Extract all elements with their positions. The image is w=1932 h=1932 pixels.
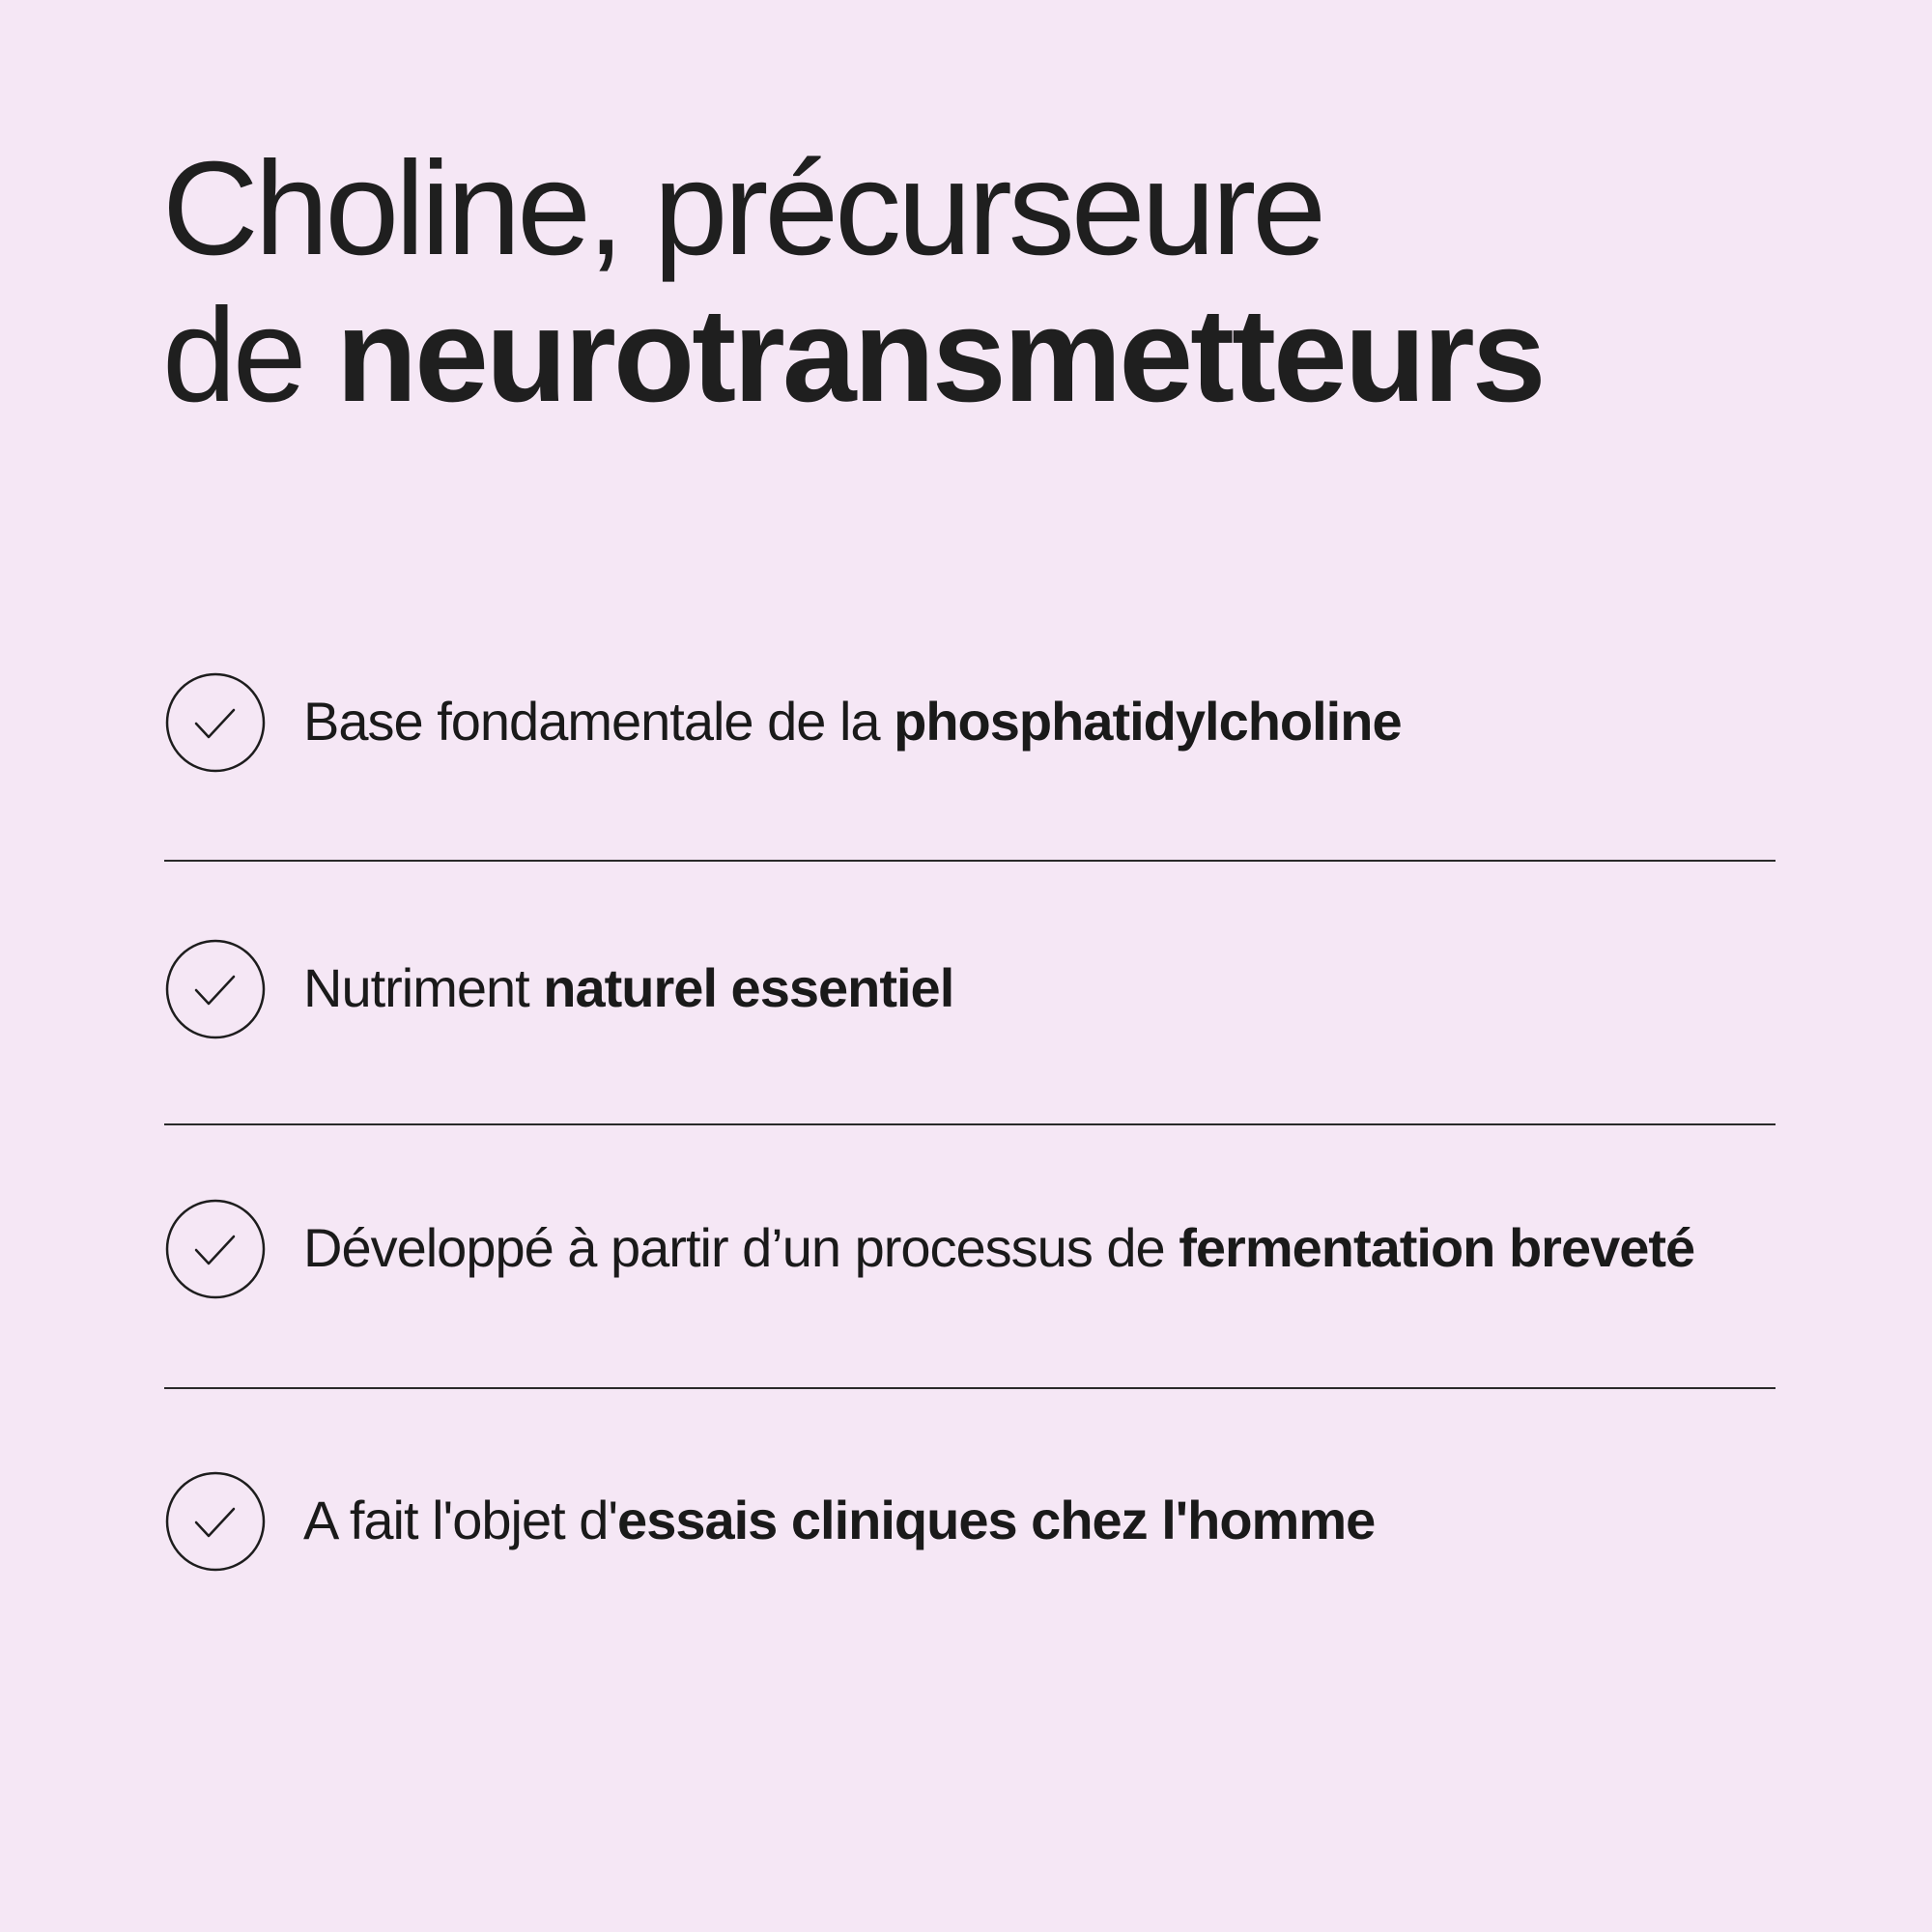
benefit-item-fermentation bbox=[164, 1198, 1777, 1304]
title-line-2-regular: de bbox=[162, 281, 336, 430]
benefit-text-regular: A fait l'objet d' bbox=[303, 1490, 618, 1550]
benefits-list bbox=[164, 0, 1777, 1932]
benefit-item-nutriment bbox=[164, 938, 1777, 1044]
benefit-text-bold: naturel essentiel bbox=[543, 957, 954, 1018]
benefit-text bbox=[303, 685, 1402, 758]
benefit-text bbox=[303, 1211, 1694, 1285]
check-circle-icon bbox=[164, 1198, 267, 1300]
check-circle-icon bbox=[164, 671, 267, 774]
benefit-text-regular: Base fondamentale de la bbox=[303, 691, 895, 752]
benefit-text-bold: essais cliniques chez l'homme bbox=[617, 1490, 1376, 1550]
benefit-text bbox=[303, 1484, 1375, 1557]
benefit-text-bold: phosphatidylcholine bbox=[894, 691, 1402, 752]
check-circle-icon bbox=[164, 938, 267, 1040]
divider bbox=[164, 860, 1776, 862]
title-line-2-bold: neurotransmetteurs bbox=[335, 281, 1544, 430]
benefit-text-bold: fermentation breveté bbox=[1179, 1217, 1695, 1278]
title-line-1: Choline, précurseure bbox=[162, 134, 1323, 283]
benefit-text bbox=[303, 952, 953, 1025]
benefit-text-regular: Nutriment bbox=[303, 957, 544, 1018]
divider bbox=[164, 1387, 1776, 1389]
benefit-item-phosphatidylcholine bbox=[164, 671, 1777, 778]
benefit-item-essais-cliniques bbox=[164, 1470, 1777, 1577]
divider bbox=[164, 1123, 1776, 1125]
benefit-text-regular: Développé à partir d’un processus de bbox=[303, 1217, 1179, 1278]
check-circle-icon bbox=[164, 1470, 267, 1573]
